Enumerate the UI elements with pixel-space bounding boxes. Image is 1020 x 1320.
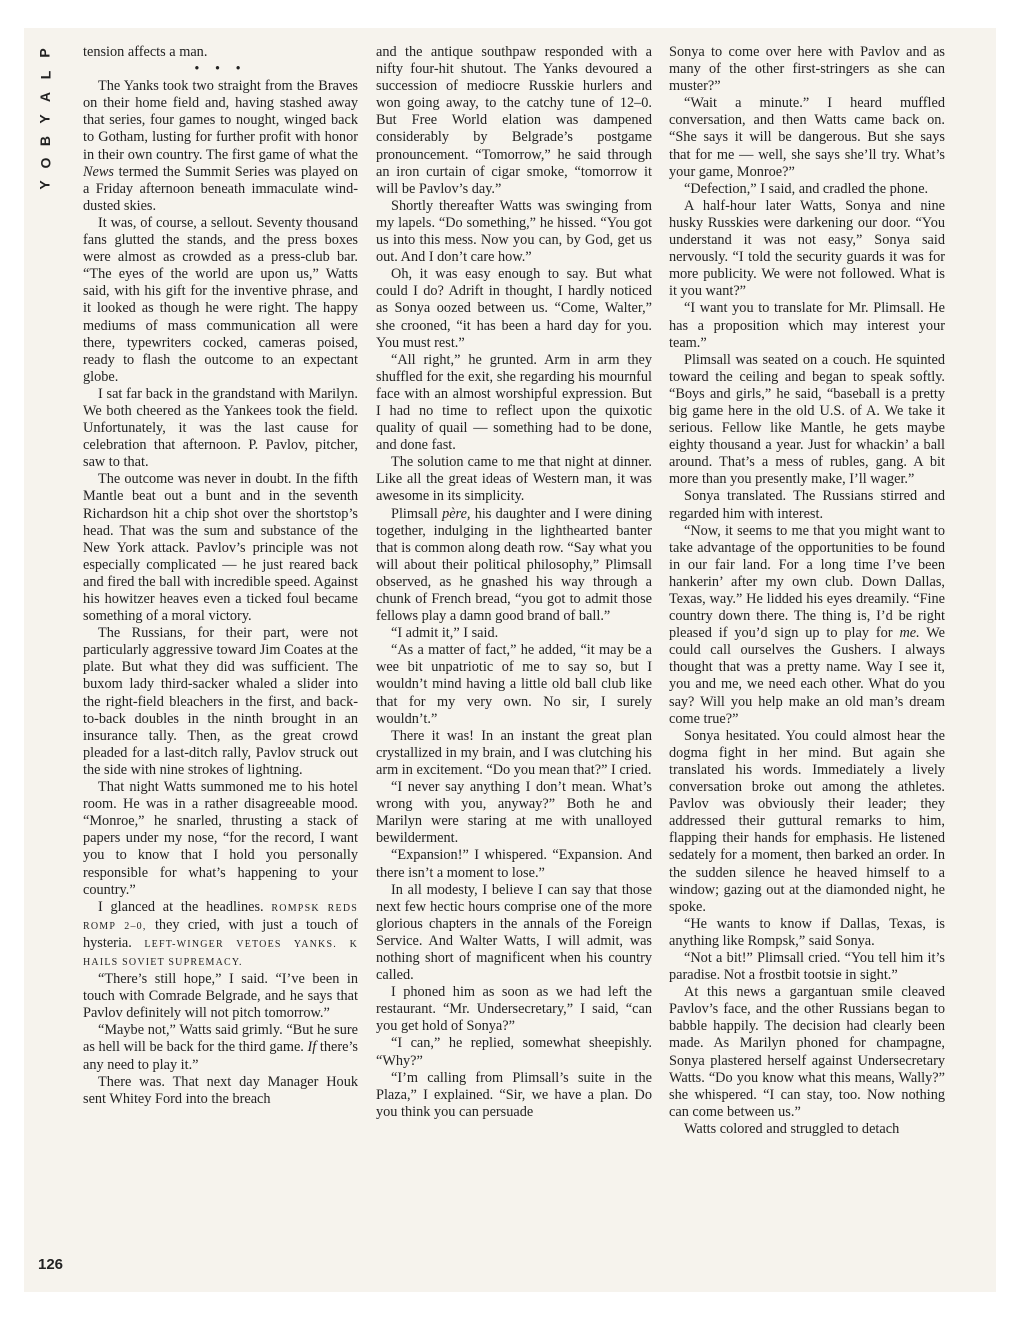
paragraph: “I admit it,” I said. xyxy=(391,625,499,642)
running-head-letter: Y xyxy=(37,180,53,190)
paragraph: “All right,” he grunted. Arm in arm they shuffled for the exit, she regarding his mournful face with an almost worshipful expression. But I had no time to reflect upon the quixotic quality of quail — something had to be done, and done fast. xyxy=(376,351,652,454)
running-head xyxy=(34,42,56,196)
paragraph: I phoned him as soon as we had left the restaurant. “Mr. Undersecretary,” I said, “can you get hold of Sonya?” xyxy=(376,984,652,1035)
section-separator: • • • xyxy=(194,61,247,78)
paragraph: In all modesty, I believe I can say that those next few hectic hours comprise one of the more glorious chapters in the annals of the Foreign Service. And Walter Watts, I will admit, was nothing short of magnificent when his country called. xyxy=(376,881,652,984)
paragraph: “I’m calling from Plimsall’s suite in the Plaza,” I explained. “Sir, we have a plan. Do you think you can persuade xyxy=(376,1069,652,1120)
text-column-1 xyxy=(83,44,358,1108)
page-number: 126 xyxy=(38,1256,64,1273)
paragraph: “Maybe not,” Watts said grimly. “But he sure as hell will be back for the third game. If there’s any need to play it.” xyxy=(83,1022,358,1073)
newspaper-title: News xyxy=(83,163,114,180)
text-column-3 xyxy=(669,44,945,1138)
paragraph: There was. That next day Manager Houk sent Whitey Ford into the breach xyxy=(83,1073,358,1107)
headline: LEFT-WINGER VETOES YANKS. K HAILS SOVIET SUPREMACY. xyxy=(83,938,358,968)
paragraph: I glanced at the headlines. ROMPSK REDS ROMP 2–0, they cried, with just a touch of hysteria. LEFT-WINGER VETOES YANKS. K HAILS SOVIET SUPREMACY. xyxy=(83,898,359,968)
paragraph: “Not a bit!” Plimsall cried. “You tell him it’s paradise. Not a frostbit tootsie in sight.” xyxy=(669,949,945,984)
paragraph: A half-hour later Watts, Sonya and nine husky Russkies were darkening our door. “You understand it was not easy,” Sonya said nervously. “I told the security guards it was for more publicity. We were not followed. What is it you want?” xyxy=(669,197,945,300)
paragraph: and the antique southpaw responded with a nifty four-hit shutout. The Yanks devoured a succession of mediocre Russkie hurlers and won going away, to the catchy tune of 12–0. But Free World elation was dampened considerably by Belgrade’s postgame pronouncement. “Tomorrow,” he said through an iron curtain of cigar smoke, “tomorrow it will be Pavlov’s day.” xyxy=(376,44,652,197)
paragraph: The solution came to me that night at dinner. Like all the great ideas of Western man, it was awesome in its simplicity. xyxy=(376,454,652,505)
paragraph: “Now, it seems to me that you might want to take advantage of the opportunities to be found in our fair land. For a long time I’ve been hankerin’ after my own club. Down Dallas, Texas, way.” He lidded his eyes dreamily. “Fine country down there. The thing is, I’d be right pleased if you’d sign up to play for me. We could call ourselves the Gushers. I always thought that was a pretty name. Way I see it, you and me, we need each other. What do you say? Will you help make an old man’s dream come true?” xyxy=(669,522,945,727)
text-column-2 xyxy=(376,44,652,1121)
paragraph: I sat far back in the grandstand with Marilyn. We both cheered as the Yankees took the field. Unfortunately, it was the last cause for celebration that afternoon. P. Pavlov, pitcher, saw to that. xyxy=(83,385,358,471)
paragraph: The Yanks took two straight from the Braves on their home field and, having stashed away that series, four games to nought, winged back to Gotham, lusting for further profit with honor in their own country. The first game of what the News termed the Summit Series was played on a Friday afternoon beneath immaculate wind-dusted skies. xyxy=(83,78,358,214)
paragraph: “Wait a minute.” I heard muffled conversation, and then Watts came back on. “She says it will be dangerous. But she says that for me — well, she says she’ll try. What’s your game, Monroe?” xyxy=(669,95,945,180)
paragraph: The outcome was never in doubt. In the fifth Mantle beat out a bunt and in the seventh Richardson hit a chip shot over the shortstop’s head. That was the sum and substance of the New York attack. Pavlov’s principle was not especially complicated — he just reared back and fired the ball with incredible speed. Against his howitzer heaves even a ticked foul became something of a moral victory. xyxy=(83,471,358,625)
paragraph: “Defection,” I said, and cradled the phone. xyxy=(684,180,929,197)
paragraph: Sonya to come over here with Pavlov and as many of the other first-stringers as she can muster?” xyxy=(669,44,945,95)
paragraph: Shortly thereafter Watts was swinging from my lapels. “Do something,” he hissed. “You got us into this mess. Now you can, by God, get us out. And I don’t care how.” xyxy=(376,197,652,266)
paragraph: Sonya translated. The Russians stirred and regarded him with interest. xyxy=(669,488,945,522)
running-head-letter: B xyxy=(37,135,53,147)
running-head-letter: L xyxy=(37,70,53,80)
paragraph: At this news a gargantuan smile cleaved Pavlov’s face, and the other Russians began to babble happily. The decision had clearly been made. As Marilyn phoned for champagne, Sonya plastered herself against Undersecretary Watts. “Do you know what this means, Wally?” she whispered. “I can stay, too. Now nothing can come between us.” xyxy=(669,984,945,1120)
paragraph: “He wants to know if Dallas, Texas, is anything like Rompsk,” said Sonya. xyxy=(669,915,945,949)
paragraph: It was, of course, a sellout. Seventy thousand fans glutted the stands, and the press boxes were almost as crowded as a press-club bar. “The eyes of the world are upon us,” Watts said, with his gift for the inventive phrase, and it looked as though he were right. The happy mediums of mass communication all were there, typewriters cocked, cameras poised, ready to flash the outcome to an expectant globe. xyxy=(83,214,358,385)
paragraph: Watts colored and struggled to detach xyxy=(684,1120,900,1137)
running-head-letter: O xyxy=(36,157,53,169)
paragraph: “As a matter of fact,” he added, “it may be a wee bit unpatriotic of me to say so, but I wouldn’t mind having a little old ball club like that for my very own. No sir, I surely wouldn’t.” xyxy=(376,642,652,727)
headline: ROMPSK REDS ROMP 2–0, xyxy=(83,902,359,932)
running-head-letter: A xyxy=(37,91,53,103)
paragraph: Oh, it was easy enough to say. But what could I do? Adrift in thought, I hardly noticed as Sonya oozed between us. “Come, Walter,” she crooned, “it has been a hard day for you. You must rest.” xyxy=(376,266,652,351)
paragraph: Plimsall was seated on a couch. He squinted toward the ceiling and began to speak softly. “Boys and girls,” he said, “baseball is a pretty big game here in the old U.S. of A. We take it serious. Fellow like Mantle, he gets maybe eighty thousand a year. Just for whackin’ a ball around. That’s a mess of rubles, gang. A bit more than you presently make, I’ll wager.” xyxy=(669,351,945,488)
paragraph: Plimsall père, his daughter and I were dining together, indulging in the lighthearted banter that is common along death row. “Say what you will about their political philosophy,” Plimsall observed, as he gnashed his way through a chunk of French bread, “you got to admit those fellows play a damn good brand of ball.” xyxy=(376,505,653,625)
paragraph: “Expansion!” I whispered. “Expansion. And there isn’t a moment to lose.” xyxy=(376,847,652,881)
paragraph: The Russians, for their part, were not particularly aggressive toward Jim Coates at the plate. But what they did was sufficient. The buxom lady third-sacker whaled a slider into the right-field bleachers in the first, and back-to-back doubles in the ninth brought in an insurance tally. Then, as the great crowd pleaded for a last-ditch rally, Pavlov struck out the side with nine strokes of lightning. xyxy=(83,625,358,778)
paragraph: tension affects a man. xyxy=(83,44,208,60)
paragraph: There it was! In an instant the great plan crystallized in my brain, and I was clutching his arm in excitement. “Do you mean that?” I cried. xyxy=(376,727,652,778)
running-head-letter: Y xyxy=(37,114,53,124)
paragraph: “I want you to translate for Mr. Plimsall. He has a proposition which may interest your team.” xyxy=(669,300,945,351)
paragraph: “There’s still hope,” I said. “I’ve been in touch with Comrade Belgrade, and he says that Pavlov definitely will not pitch tomorrow.” xyxy=(83,971,358,1022)
magazine-page xyxy=(24,28,996,1292)
paragraph: “I can,” he replied, somewhat sheepishly. “Why?” xyxy=(376,1035,652,1069)
paragraph: “I never say anything I don’t mean. What’s wrong with you, anyway?” Both he and Marilyn were staring at me with unalloyed bewilderment. xyxy=(376,779,652,847)
running-head-letter: P xyxy=(37,48,53,58)
paragraph: Sonya hesitated. You could almost hear the dogma fight in her mind. But again she translated his words. Immediately a lively conversation broke out among the athletes. Pavlov was obviously their leader; they addressed their guttural remarks to him, flapping their hands for emphasis. He listened sedately for a moment, then barked an order. In the sudden silence he heaved himself to a window; gazing out at the diamonded night, he spoke. xyxy=(669,727,945,915)
paragraph: That night Watts summoned me to his hotel room. He was in a rather disagreeable mood. “Monroe,” he snarled, thrusting a stack of papers under my nose, “for the record, I want you to know that I hold you personally responsible for what’s happening to your country.” xyxy=(83,779,358,898)
